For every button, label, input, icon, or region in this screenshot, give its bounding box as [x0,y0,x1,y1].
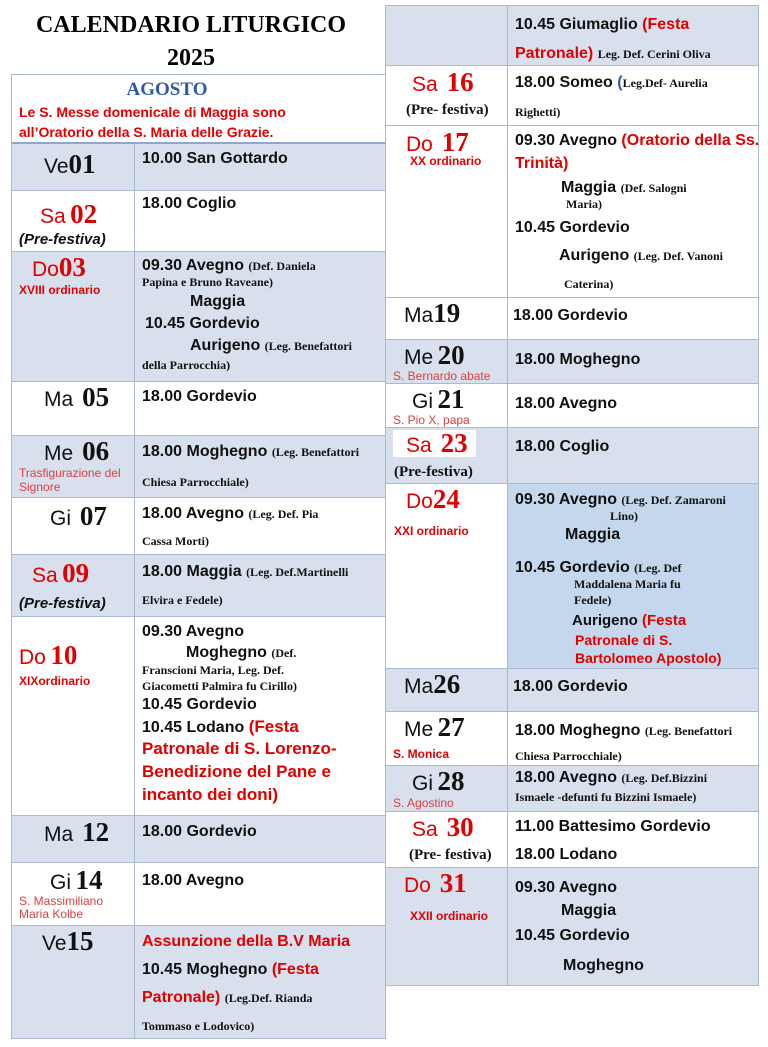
mass-note-2: all’Oratorio della S. Maria delle Grazie. [19,124,274,140]
event-note: (Leg. Def [634,561,682,575]
day-row-16 [386,66,758,126]
event-note: (Festa [271,961,319,978]
event-note: Patronale) [515,45,594,62]
day-number: 07 [79,501,107,531]
event: 10.45 Gordevio [515,219,630,236]
event: 10.45 Giumaglio [515,16,638,33]
weekday: Gi [412,390,433,413]
event-note: Leg. Def. Cerini Oliva [597,47,711,61]
event-note: (Leg. Benefattori [644,724,733,738]
day-number: 30 [446,812,474,842]
day-number: 20 [437,340,465,370]
day-row-15 [12,926,385,1038]
day-row-10 [12,617,385,816]
event-note: ( [617,74,623,91]
event: 09.30 Avegno [515,132,617,149]
event: Maggia [190,293,246,310]
event: 10.45 Lodano [142,719,245,736]
event: 18.00 Gordevio [142,388,257,405]
weekday: Do [32,258,59,281]
event-note: (Leg. Def. Vanoni [633,249,724,263]
event: 09.30 Avegno [142,623,244,640]
event-note: (Leg. Def.Bizzini [621,771,708,785]
event-note: Trinità) [515,155,569,172]
event-note: Giacometti Palmira fu Cirillo) [142,679,297,693]
day-number: 31 [439,868,467,898]
event-note: Tommaso e Lodovico) [142,1019,255,1033]
event: 11.00 Battesimo Gordevio [515,818,711,835]
event-note: Chiesa Parrocchiale) [515,749,622,763]
liturgical-label: S. Pio X, papa [393,413,470,427]
day-number: 21 [437,384,465,414]
prefestiva-label: (Pre-festiva) [19,231,106,248]
weekday: Ma [404,675,434,698]
day-number: 09 [62,558,90,588]
liturgical-label-2: Signore [19,480,61,494]
weekday: Do [406,133,433,156]
event: 18.00 Coglio [515,438,610,455]
weekday: Do [19,646,46,669]
day-number: 01 [68,149,96,179]
mass-note: Le S. Messe domenicale di Maggia sono [19,104,286,120]
day-row-28 [386,766,758,812]
event: 10.45 Gordevio [142,696,257,713]
event-note: (Festa [642,612,687,629]
day-number: 06 [82,436,110,466]
liturgical-label: S. Agostino [393,796,454,810]
liturgical-label: S. Massimiliano [19,894,104,908]
day-number: 03 [58,252,86,282]
day-row-03 [12,252,385,382]
day-row-top-continued [386,6,758,66]
day-row-21 [386,384,758,428]
event-note: (Oratorio della Ss. [621,132,760,149]
day-row-23 [386,428,758,484]
event: Maggia [565,526,621,543]
weekday: Sa [412,73,438,96]
weekday: Do [406,490,433,513]
liturgical-label: XXI ordinario [394,524,469,538]
event: 10.45 Gordevio [145,315,260,332]
day-row-14 [12,863,385,926]
event: 09.30 Avegno [515,879,617,896]
event: 10.45 Gordevio [515,927,630,944]
event-note: Patronale di S. [575,632,673,648]
event: 18.00 Avegno [142,872,244,889]
event-note: (Leg. Def. Pia [248,507,319,521]
day-number: 28 [437,766,465,796]
event-note: (Festa [642,16,690,33]
event-note: (Leg. Def.Martinelli [246,565,349,579]
liturgical-label-2: Maria Kolbe [19,907,84,921]
event: 10.45 Gordevio [515,559,630,576]
day-number: 24 [432,484,460,514]
event: Maggia [561,179,617,196]
weekday: Gi [50,871,71,894]
event: 18.00 Gordevio [142,823,257,840]
event: 18.00 Gordevio [513,678,628,695]
event-note: (Leg. Benefattori [264,339,352,353]
weekday: Me [404,346,434,369]
day-row-09 [12,555,385,617]
page-title: CALENDARIO LITURGICO [35,12,347,38]
event: 18.00 Moghegno [515,722,641,739]
event: Maggia [561,902,617,919]
event-note: Maria) [566,197,602,211]
page-year: 2025 [167,45,215,71]
day-number: 15 [66,926,94,956]
weekday: Do [404,874,431,897]
day-number: 02 [70,199,98,229]
prefestiva-label: (Pre- festiva) [409,847,492,863]
day-row-06 [12,436,385,498]
event-note: Caterina) [564,277,614,291]
weekday: Gi [50,507,71,530]
prefestiva-label: (Pre-festiva) [19,595,106,612]
event-note: (Festa [248,717,299,736]
event-note: (Def. Salogni [620,181,687,195]
event-note: Benedizione del Pane e [142,762,331,781]
event-note: Franscioni Maria, Leg. Def. [142,663,284,677]
event: 10.00 San Gottardo [142,150,288,167]
liturgical-label: XX ordinario [410,154,482,168]
event-note: (Def. [271,646,297,660]
event-note: Lino) [610,509,639,523]
day-row-27 [386,712,758,766]
event: 18.00 Avegno [515,395,617,412]
event: 18.00 Lodano [515,846,618,863]
event-note: (Leg. Def. Zamaroni [621,493,726,507]
event: Aurigeno [572,612,638,629]
liturgical-label: XXII ordinario [410,909,489,923]
day-number: 12 [82,817,110,847]
weekday: Me [404,718,434,741]
event-note: Righetti) [515,105,561,119]
event-note: Papina e Bruno Raveane) [142,275,274,289]
event: 09.30 Avegno [515,491,617,508]
day-number: 05 [82,382,110,412]
day-number: 27 [437,712,465,742]
event-note: (Leg.Def. Rianda [224,991,313,1005]
day-number: 26 [433,669,461,699]
calendar-left-column [11,74,386,1039]
day-row-07 [12,498,385,555]
day-row-26 [386,669,758,712]
event-note: Leg.Def- Aurelia [622,76,708,90]
weekday: Ma [404,304,434,327]
weekday: Ma [44,388,74,411]
day-row-31 [386,868,758,985]
weekday: Sa [40,205,66,228]
event: Moghegno [563,957,644,974]
event-note: (Def. Daniela [248,259,316,273]
day-number: 14 [75,865,103,895]
liturgical-label: XVIII ordinario [19,283,101,297]
calendar-right-column [385,5,759,986]
day-number: 19 [433,298,461,328]
day-row-30 [386,812,758,868]
weekday: Gi [412,772,433,795]
weekday: Sa [412,818,438,841]
event-note: Bartolomeo Apostolo) [575,650,722,666]
event: 09.30 Avegno [142,257,244,274]
day-number: 17 [441,127,469,157]
event: 18.00 Avegno [515,769,617,786]
event-note: Patronale) [142,989,221,1006]
event: Aurigeno [559,247,630,264]
event: 18.00 Someo [515,74,613,91]
day-row-05 [12,382,385,436]
event: 10.45 Moghegno [142,961,268,978]
prefestiva-label: (Pre-festiva) [394,464,473,480]
event-note: della Parrocchia) [142,358,231,372]
liturgical-label: S. Monica [393,747,450,761]
event-note: incanto dei doni) [142,785,278,804]
day-row-02 [12,191,385,252]
event: 18.00 Moghegno [515,351,641,368]
event-note: Chiesa Parrocchiale) [142,475,249,489]
month-header [12,75,385,144]
event-note: Elvira e Fedele) [142,593,223,607]
liturgical-label: Trasfigurazione del [19,466,121,480]
day-number: 16 [446,67,474,97]
day-row-17 [386,126,758,298]
event-note: Ismaele -defunti fu Bizzini Ismaele) [515,790,697,804]
weekday: Ve [44,155,69,178]
day-row-24 [386,484,758,669]
event: 18.00 Coglio [142,195,237,212]
weekday: Sa [32,564,58,587]
liturgical-label: XIXordinario [19,674,91,688]
day-row-01 [12,144,385,191]
weekday: Sa [406,434,432,457]
day-number: 10 [50,640,78,670]
event: Assunzione della B.V Maria [142,933,351,950]
weekday: Ma [44,823,74,846]
month-name: AGOSTO [126,79,208,100]
event-note: Cassa Morti) [142,534,209,548]
weekday: Me [44,442,74,465]
event-note: Fedele) [574,593,612,607]
event: Moghegno [186,644,267,661]
prefestiva-label: (Pre- festiva) [406,102,489,118]
weekday: Ve [42,932,67,955]
event-note: Patronale di S. Lorenzo- [142,739,337,758]
event-note: Maddalena Maria fu [574,577,681,591]
event: 18.00 Avegno [142,505,244,522]
event: Aurigeno [190,337,261,354]
event: 18.00 Moghegno [142,443,268,460]
event: 18.00 Maggia [142,563,242,580]
event-note: (Leg. Benefattori [271,445,360,459]
day-row-19 [386,298,758,340]
day-row-12 [12,816,385,863]
day-row-20 [386,340,758,384]
day-number: 23 [440,428,468,458]
event: 18.00 Gordevio [513,307,628,324]
liturgical-label: S. Bernardo abate [393,369,491,383]
